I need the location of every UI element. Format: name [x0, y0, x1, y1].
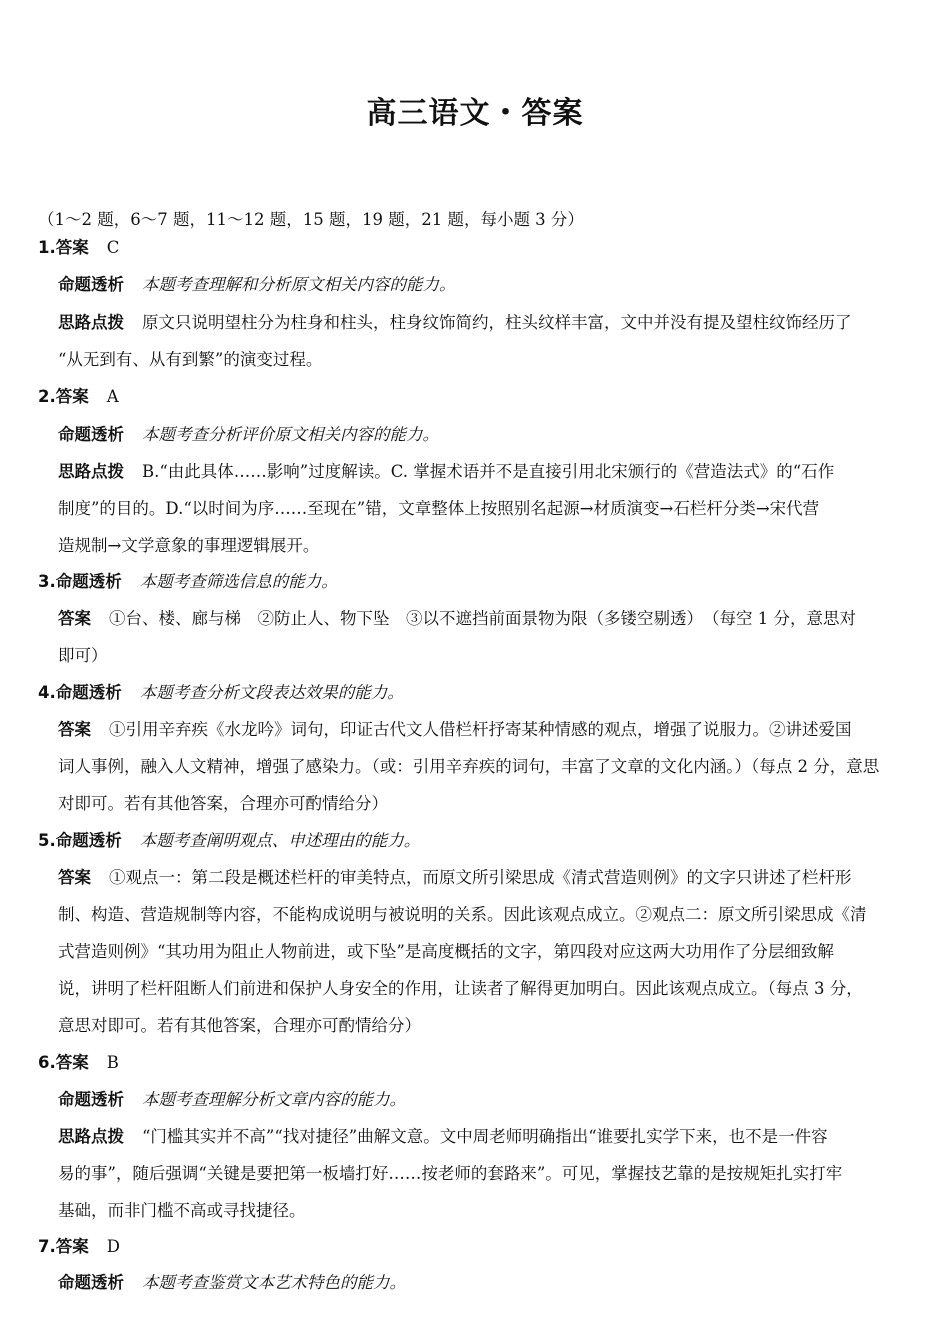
- analysis-text: 本题考查筛选信息的能力。: [139, 572, 338, 591]
- question-5-answer-cont: 意思对即可。若有其他答案，合理亦可酌情给分）: [58, 1016, 421, 1035]
- question-6-hint-cont: 基础，而非门槛不高或寻找捷径。: [58, 1201, 306, 1220]
- question-number: 1.: [38, 238, 56, 257]
- question-number: 3.: [38, 572, 56, 591]
- question-7-analysis: [58, 1269, 406, 1293]
- question-5-answer-cont: 制、构造、营造规制等内容，不能构成说明与被说明的关系。因此该观点成立。②观点二：原文所引梁思成《清: [58, 905, 867, 924]
- analysis-label: 命题透析: [55, 683, 122, 702]
- question-5-answer-cont: 式营造则例》“其功用为阻止人物前进，或下坠”是高度概括的文字，第四段对应这两大功用作了分层细致解: [58, 942, 834, 961]
- question-number: 2.: [38, 387, 56, 406]
- answer-label: 答案: [55, 238, 89, 257]
- question-2-hint: [58, 458, 834, 482]
- question-3-analysis: [38, 568, 338, 592]
- answer-label: 答案: [55, 1237, 89, 1256]
- analysis-label: 命题透析: [55, 572, 122, 591]
- page-title: 高三语文・答案: [366, 96, 584, 131]
- question-5-answer-cont: 说，讲明了栏杆阻断人们前进和保护人身安全的作用，让读者了解得更加明白。因此该观点成立。（每点 3 分，: [58, 979, 863, 998]
- question-4-answer-cont: 词人事例，融入人文精神，增强了感染力。（或：引用辛弃疾的词句，丰富了文章的文化内涵。）（每点 2 分，意思: [58, 757, 880, 776]
- analysis-label: 命题透析: [58, 1090, 124, 1109]
- answer-value: A: [106, 387, 119, 406]
- question-7-answer-row: [38, 1233, 120, 1257]
- hint-text: “门槛其实并不高”“找对捷径”曲解文意。文中周老师明确指出“谁要扎实学下来，也不是一件容: [142, 1127, 828, 1146]
- analysis-label: 命题透析: [55, 831, 122, 850]
- question-number: 6.: [38, 1053, 56, 1072]
- analysis-label: 命题透析: [58, 275, 124, 294]
- hint-label: 思路点拨: [58, 1127, 124, 1146]
- question-number: 5.: [38, 831, 56, 850]
- question-4-analysis: [38, 679, 404, 703]
- answer-text: ①观点一：第二段是概述栏杆的审美特点，而原文所引梁思成《清式营造则例》的文字只讲述了栏杆形: [109, 868, 852, 887]
- analysis-text: 本题考查鉴赏文本艺术特色的能力。: [142, 1273, 406, 1292]
- answer-text: ①台、楼、廊与梯 ②防止人、物下坠 ③以不遮挡前面景物为限（多镂空剔透） （每空 1 分，意思对: [109, 609, 856, 628]
- question-6-answer-row: [38, 1049, 119, 1073]
- question-2-analysis: [58, 421, 439, 445]
- answer-text: ①引用辛弃疾《水龙吟》词句，印证古代文人借栏杆抒寄某种情感的观点，增强了说服力。②讲述爱国: [109, 720, 852, 739]
- question-1-hint: [58, 309, 852, 333]
- hint-text: 原文只说明望柱分为柱身和柱头，柱身纹饰简约，柱头纹样丰富，文中并没有提及望柱纹饰经历了: [142, 313, 852, 332]
- question-6-hint-cont: 易的事”，随后强调“关键是要把第一板墙打好……按老师的套路来”。可见，掌握技艺靠的是按规矩扎实打牢: [58, 1164, 843, 1183]
- question-3-answer: [58, 605, 856, 629]
- question-2-hint-cont: 造规制→文学意象的事理逻辑展开。: [58, 536, 320, 555]
- question-1-answer-row: [38, 234, 119, 258]
- question-2-answer-row: [38, 383, 119, 407]
- answer-value: C: [106, 238, 120, 257]
- analysis-label: 命题透析: [58, 425, 124, 444]
- analysis-text: 本题考查分析文段表达效果的能力。: [139, 683, 404, 702]
- analysis-text: 本题考查理解分析文章内容的能力。: [142, 1090, 406, 1109]
- scoring-note: （1～2 题，6～7 题，11～12 题，15 题，19 题，21 题，每小题 3 分）: [38, 210, 584, 229]
- answer-value: D: [106, 1237, 120, 1256]
- question-5-analysis: [38, 827, 420, 851]
- question-4-answer-cont: 对即可。若有其他答案，合理亦可酌情给分）: [58, 794, 388, 813]
- analysis-text: 本题考查阐明观点、申述理由的能力。: [139, 831, 421, 850]
- analysis-label: 命题透析: [58, 1273, 124, 1292]
- question-3-answer-cont: 即可）: [58, 646, 108, 665]
- question-1-analysis: [58, 271, 456, 295]
- question-2-hint-cont: 制度”的目的。D.“以时间为序……至现在”错，文章整体上按照别名起源→材质演变→石栏杆分类→宋代营: [58, 499, 820, 518]
- hint-text: B.“由此具体……影响”过度解读。C. 掌握术语并不是直接引用北宋颁行的《营造法式》的“石作: [142, 462, 835, 481]
- analysis-text: 本题考查分析评价原文相关内容的能力。: [142, 425, 439, 444]
- question-number: 7.: [38, 1237, 56, 1256]
- answer-label: 答案: [58, 720, 91, 739]
- answer-label: 答案: [58, 609, 91, 628]
- answer-label: 答案: [55, 387, 89, 406]
- answer-value: B: [106, 1053, 119, 1072]
- analysis-text: 本题考查理解和分析原文相关内容的能力。: [142, 275, 456, 294]
- answer-label: 答案: [58, 868, 91, 887]
- question-1-hint-cont: “从无到有、从有到繁”的演变过程。: [58, 350, 323, 369]
- hint-label: 思路点拨: [58, 462, 124, 481]
- question-number: 4.: [38, 683, 56, 702]
- answer-label: 答案: [55, 1053, 89, 1072]
- question-5-answer: [58, 864, 852, 888]
- question-4-answer: [58, 716, 852, 740]
- question-6-hint: [58, 1123, 828, 1147]
- question-6-analysis: [58, 1086, 406, 1110]
- hint-label: 思路点拨: [58, 313, 124, 332]
